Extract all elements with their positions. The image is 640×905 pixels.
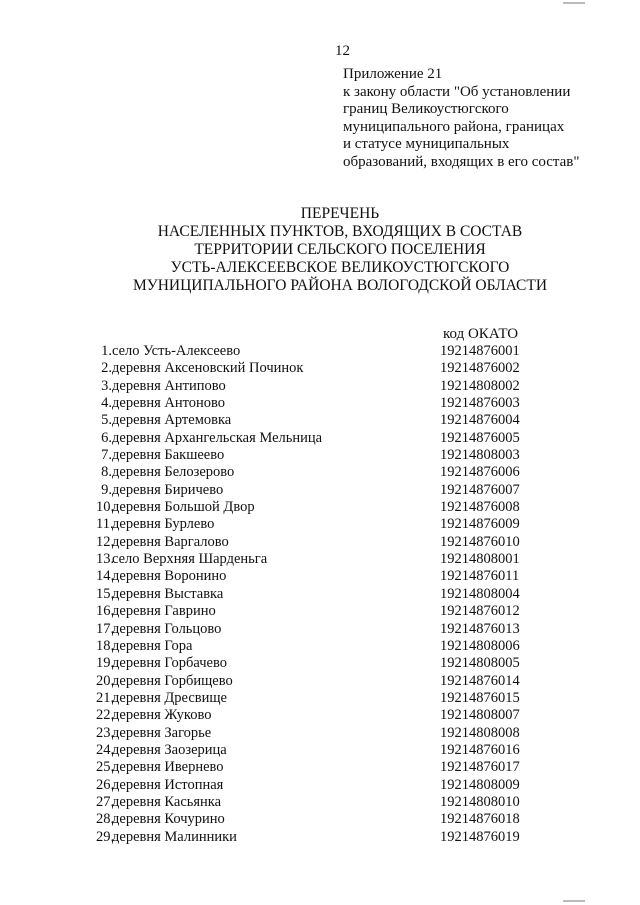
table-row bbox=[96, 759, 536, 776]
row-number: 2. bbox=[101, 360, 112, 377]
settlement-list bbox=[96, 343, 536, 846]
row-number: 14. bbox=[96, 568, 115, 585]
settlement-name: деревня Загорье bbox=[112, 724, 212, 741]
title-line: ТЕРРИТОРИИ СЕЛЬСКОГО ПОСЕЛЕНИЯ bbox=[194, 241, 486, 258]
row-number: 19. bbox=[96, 655, 115, 672]
settlement-name: деревня Антоново bbox=[112, 395, 226, 412]
okato-code: 19214808010 bbox=[440, 793, 520, 810]
okato-code: 19214808006 bbox=[440, 637, 520, 654]
row-number: 20. bbox=[96, 672, 115, 689]
settlement-name: деревня Большой Двор bbox=[112, 499, 255, 516]
row-number: 27. bbox=[96, 793, 115, 810]
settlement-name: село Усть-Алексеево bbox=[112, 343, 241, 359]
row-number: 23. bbox=[96, 724, 115, 741]
settlement-name: деревня Биричево bbox=[112, 481, 224, 498]
row-number: 25. bbox=[96, 759, 115, 776]
settlement-name: деревня Антипово bbox=[112, 377, 226, 394]
row-number: 12. bbox=[96, 533, 115, 550]
settlement-name: деревня Жуково bbox=[112, 707, 212, 724]
row-number: 1. bbox=[101, 343, 112, 359]
settlement-name: деревня Выставка bbox=[112, 585, 224, 602]
table-row bbox=[96, 811, 536, 828]
table-row bbox=[96, 638, 536, 655]
table-row bbox=[96, 673, 536, 690]
row-number: 7. bbox=[101, 447, 112, 464]
settlement-name: деревня Бакшеево bbox=[112, 447, 225, 464]
table-row bbox=[96, 430, 536, 447]
table-row bbox=[96, 534, 536, 551]
table-row bbox=[96, 707, 536, 724]
settlement-name: деревня Гаврино bbox=[112, 603, 216, 620]
table-row bbox=[96, 742, 536, 759]
appendix-line: муниципального района, границах bbox=[343, 118, 565, 135]
row-number: 15. bbox=[96, 585, 115, 602]
row-number: 24. bbox=[96, 741, 115, 758]
settlement-name: деревня Гора bbox=[112, 637, 193, 654]
okato-column-header: код ОКАТО bbox=[443, 326, 519, 342]
title-line: НАСЕЛЕННЫХ ПУНКТОВ, ВХОДЯЩИХ В СОСТАВ bbox=[157, 223, 523, 240]
table-row bbox=[96, 725, 536, 742]
okato-code: 19214876011 bbox=[440, 568, 520, 585]
title-line: МУНИЦИПАЛЬНОГО РАЙОНА ВОЛОГОДСКОЙ ОБЛАСТИ bbox=[132, 277, 548, 294]
row-number: 4. bbox=[101, 395, 112, 412]
settlement-name: деревня Аксеновский Починок bbox=[112, 360, 304, 377]
table-row bbox=[96, 447, 536, 464]
row-number: 17. bbox=[96, 620, 115, 637]
scan-artifact-bottom bbox=[563, 900, 585, 902]
table-row bbox=[96, 829, 536, 846]
table-row bbox=[96, 343, 536, 360]
row-number: 5. bbox=[101, 412, 112, 429]
settlement-name: деревня Архангельская Мельница bbox=[112, 429, 323, 446]
table-row bbox=[96, 360, 536, 377]
settlement-name: деревня Заозерица bbox=[112, 741, 227, 758]
table-row bbox=[96, 586, 536, 603]
settlement-name: деревня Истопная bbox=[112, 776, 224, 793]
okato-code: 19214876007 bbox=[440, 481, 520, 498]
table-row bbox=[96, 777, 536, 794]
row-number: 22. bbox=[96, 707, 115, 724]
okato-code: 19214876019 bbox=[440, 828, 520, 845]
okato-code: 19214876015 bbox=[440, 689, 520, 706]
settlement-name: деревня Артемовка bbox=[112, 412, 232, 429]
okato-code: 19214808005 bbox=[440, 655, 520, 672]
table-row bbox=[96, 516, 536, 533]
table-row bbox=[96, 655, 536, 672]
table-row bbox=[96, 551, 536, 568]
table-row bbox=[96, 482, 536, 499]
okato-code: 19214876012 bbox=[440, 603, 520, 620]
table-row bbox=[96, 568, 536, 585]
okato-code: 19214876013 bbox=[440, 620, 520, 637]
settlement-name: деревня Воронино bbox=[112, 568, 227, 585]
settlement-name: деревня Касьянка bbox=[112, 793, 222, 810]
okato-code: 19214876017 bbox=[440, 759, 520, 776]
settlement-name: деревня Бурлево bbox=[112, 516, 215, 533]
row-number: 28. bbox=[96, 811, 115, 828]
document-title bbox=[100, 205, 580, 295]
row-number: 6. bbox=[101, 429, 112, 446]
okato-code: 19214876006 bbox=[440, 464, 520, 481]
settlement-name: деревня Кочурино bbox=[112, 811, 225, 828]
okato-code: 19214808002 bbox=[440, 377, 520, 394]
row-number: 18. bbox=[96, 637, 115, 654]
settlement-name: село Верхняя Шарденьга bbox=[112, 551, 268, 568]
okato-code: 19214876003 bbox=[440, 395, 520, 412]
appendix-line: и статусе муниципальных bbox=[343, 136, 510, 153]
table-row bbox=[96, 794, 536, 811]
settlement-name: деревня Дресвище bbox=[112, 689, 227, 706]
okato-code: 19214876008 bbox=[440, 499, 520, 516]
settlement-name: деревня Гольцово bbox=[112, 620, 222, 637]
appendix-line: образований, входящих в его состав" bbox=[343, 153, 580, 170]
okato-code: 19214876005 bbox=[440, 429, 520, 446]
row-number: 29. bbox=[96, 828, 115, 845]
okato-code: 19214808008 bbox=[440, 724, 520, 741]
okato-code: 19214808009 bbox=[440, 776, 520, 793]
scan-artifact-top bbox=[563, 2, 585, 4]
table-row bbox=[96, 464, 536, 481]
okato-code: 19214808007 bbox=[440, 707, 520, 724]
title-line: УСТЬ-АЛЕКСЕЕВСКОЕ ВЕЛИКОУСТЮГСКОГО bbox=[170, 259, 510, 276]
row-number: 10. bbox=[96, 499, 115, 516]
settlement-name: деревня Малинники bbox=[112, 828, 237, 845]
settlement-name: деревня Варгалово bbox=[112, 533, 229, 550]
settlement-name: деревня Ивернево bbox=[112, 759, 224, 776]
title-line: ПЕРЕЧЕНЬ bbox=[300, 205, 380, 222]
okato-code: 19214876018 bbox=[440, 811, 520, 828]
row-number: 8. bbox=[101, 464, 112, 481]
appendix-header bbox=[343, 66, 633, 172]
okato-code: 19214808004 bbox=[440, 585, 520, 602]
okato-code: 19214808001 bbox=[440, 551, 520, 568]
row-number: 13. bbox=[96, 551, 115, 568]
table-row bbox=[96, 603, 536, 620]
settlement-name: деревня Горбищево bbox=[112, 672, 233, 689]
okato-code: 19214808003 bbox=[440, 447, 520, 464]
table-row bbox=[96, 412, 536, 429]
settlement-name: деревня Белозерово bbox=[112, 464, 235, 481]
page-number: 12 bbox=[335, 43, 350, 59]
table-row bbox=[96, 499, 536, 516]
okato-code: 19214876010 bbox=[440, 533, 520, 550]
table-row bbox=[96, 690, 536, 707]
row-number: 16. bbox=[96, 603, 115, 620]
okato-code: 19214876009 bbox=[440, 516, 520, 533]
appendix-line: Приложение 21 bbox=[343, 66, 443, 82]
okato-code: 19214876014 bbox=[440, 672, 520, 689]
okato-code: 19214876016 bbox=[440, 741, 520, 758]
appendix-line: границ Великоустюгского bbox=[343, 101, 509, 118]
okato-code: 19214876002 bbox=[440, 360, 520, 377]
row-number: 9. bbox=[101, 481, 112, 498]
table-row bbox=[96, 395, 536, 412]
row-number: 3. bbox=[101, 377, 112, 394]
appendix-line: к закону области "Об установлении bbox=[343, 83, 571, 100]
okato-code: 19214876001 bbox=[440, 343, 520, 359]
okato-code: 19214876004 bbox=[440, 412, 520, 429]
row-number: 11. bbox=[96, 516, 114, 533]
row-number: 21. bbox=[96, 689, 115, 706]
table-row bbox=[96, 378, 536, 395]
table-row bbox=[96, 621, 536, 638]
settlement-name: деревня Горбачево bbox=[112, 655, 227, 672]
row-number: 26. bbox=[96, 776, 115, 793]
